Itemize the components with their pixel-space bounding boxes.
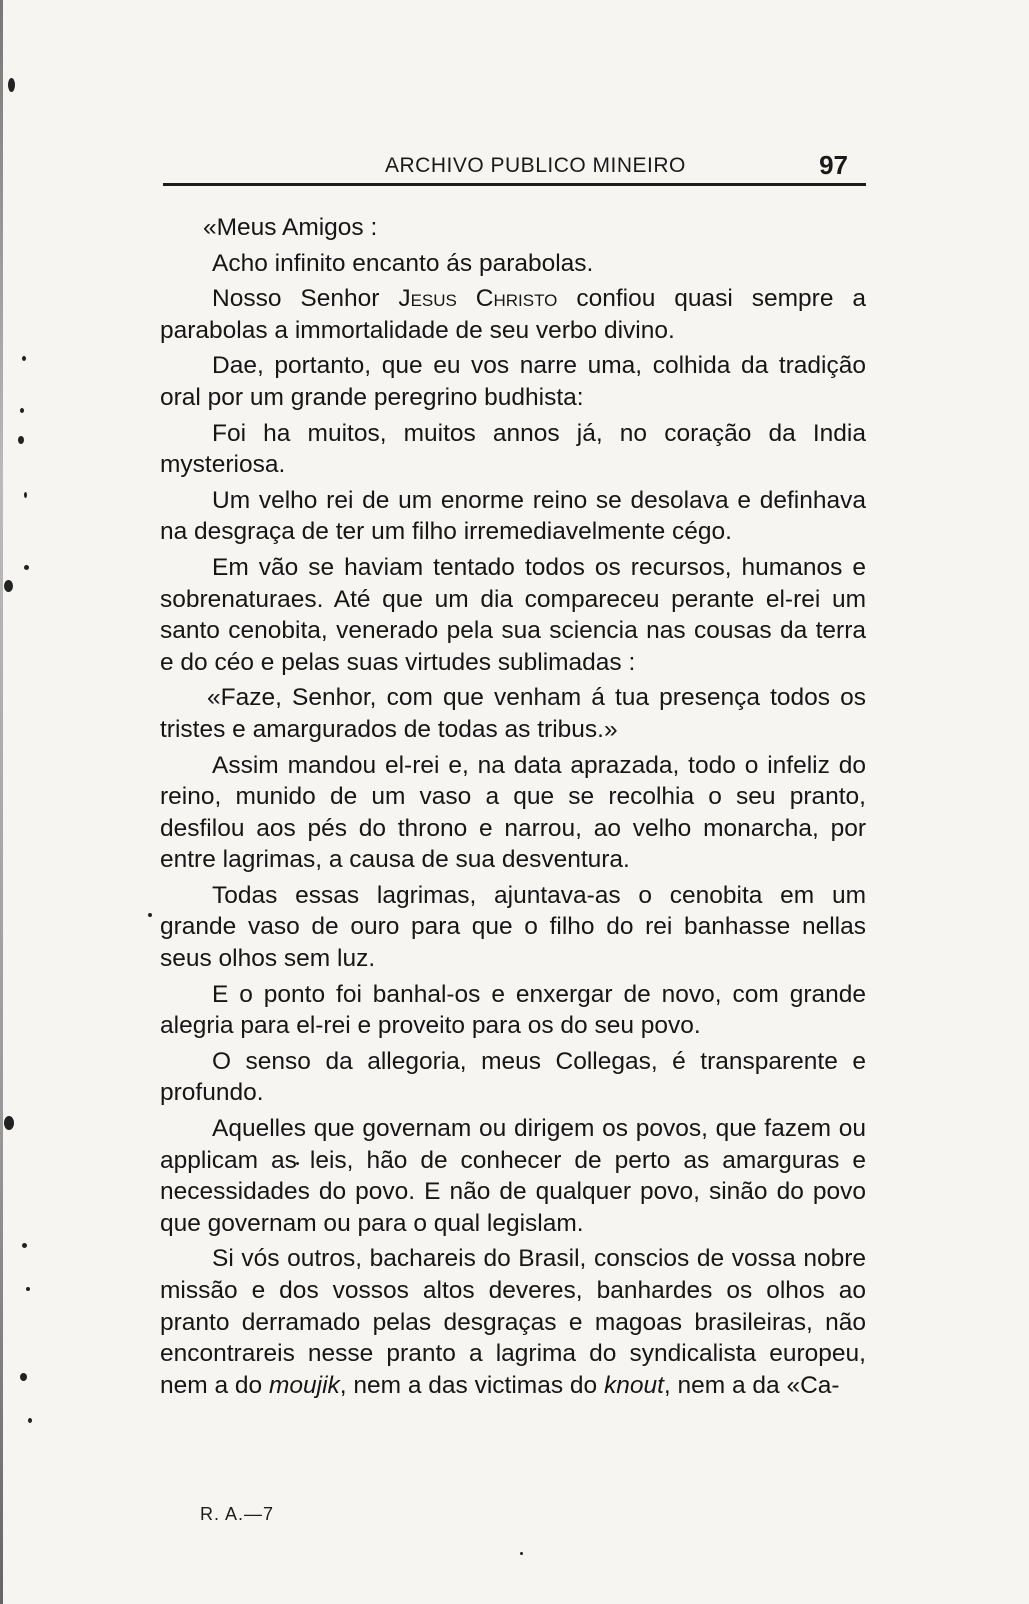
paragraph-10: Todas essas lagrimas, ajuntava-as o cenobita em um grande vaso de ouro para que o filho do rei banhasse nellas seus olhos sem luz.: [160, 881, 866, 973]
paragraph-salutation: «Meus Amigos :: [203, 214, 378, 241]
paragraph-13: Aquelles que governam ou dirigem os povos, que fazem ou applicam as leis, hão de conhecer de perto as amarguras e necessidades do povo. E não de qualquer povo, sinão do povo que governam ou para o qual legislam.: [160, 1115, 866, 1237]
name-christo: Christo: [475, 285, 558, 313]
paragraph-14-start: Si vós outros, bachareis do Brasil, conscios de vossa nobre missão e dos vossos altos deveres, banhardes os olhos ao pranto derramado pelas desgraças e magoas brasileiras, não encontrareis nesse pranto a lagrima do syndicalista europeu, nem a do: [160, 1245, 866, 1399]
paragraph-3-end: confiou quasi sempre a parabolas a immortalidade de seu verbo divino.: [160, 285, 867, 344]
paragraph-2: Acho infinito encanto ás parabolas.: [212, 249, 594, 277]
paragraph-12: O senso da allegoria, meus Collegas, é transparente e profundo.: [160, 1047, 866, 1107]
page-number: 97: [819, 150, 848, 180]
paragraph-4: Dae, portanto, que eu vos narre uma, colhida da tradição oral por um grande peregrino budhista:: [160, 352, 866, 411]
header-rule: [163, 183, 866, 186]
paragraph-3-start: Nosso Senhor: [212, 285, 399, 313]
word-moujik: moujik: [268, 1371, 340, 1399]
body-text: [160, 212, 866, 1405]
paragraph-5: Foi ha muitos, muitos annos já, no coração da India mysteriosa.: [160, 419, 866, 479]
paragraph-7: Em vão se haviam tentado todos os recursos, humanos e sobrenaturaes. Até que um dia compareceu perante el-rei um santo cenobita, venerado pela sua sciencia nas cousas da terra e do céo e pelas suas virtudes sublimadas :: [160, 553, 866, 676]
paragraph-8-quote: «Faze, Senhor, com que venham á tua presença todos os tristes e amargurados de todas as tribus.»: [160, 684, 866, 743]
page-edge-shadow: [0, 0, 3, 1604]
paragraph-14-end: , nem a da «Ca-: [663, 1371, 840, 1399]
paragraph-11: E o ponto foi banhal-os e enxergar de novo, com grande alegria para el-rei e proveito para os do seu povo.: [160, 980, 866, 1040]
running-title: ARCHIVO PUBLICO MINEIRO: [385, 154, 686, 177]
paragraph-9: Assim mandou el-rei e, na data aprazada, todo o infeliz do reino, munido de um vaso a que se recolhia o seu pranto, desfilou aos pés do throno e narrou, ao velho monarcha, por entre lagrimas, a causa de sua desventura.: [160, 751, 866, 874]
word-knout: knout: [603, 1371, 664, 1399]
paragraph-14-middle: , nem a das victimas do: [339, 1371, 604, 1399]
running-header: [163, 148, 866, 188]
name-jesus: Jesus: [398, 285, 457, 313]
paragraph-6: Um velho rei de um enorme reino se desolava e definhava na desgraça de ter um filho irremediavelmente cégo.: [160, 486, 866, 546]
signature-mark: R. A.—7: [200, 1504, 275, 1524]
paragraph-3: [160, 283, 866, 346]
paragraph-14: [160, 1243, 866, 1401]
